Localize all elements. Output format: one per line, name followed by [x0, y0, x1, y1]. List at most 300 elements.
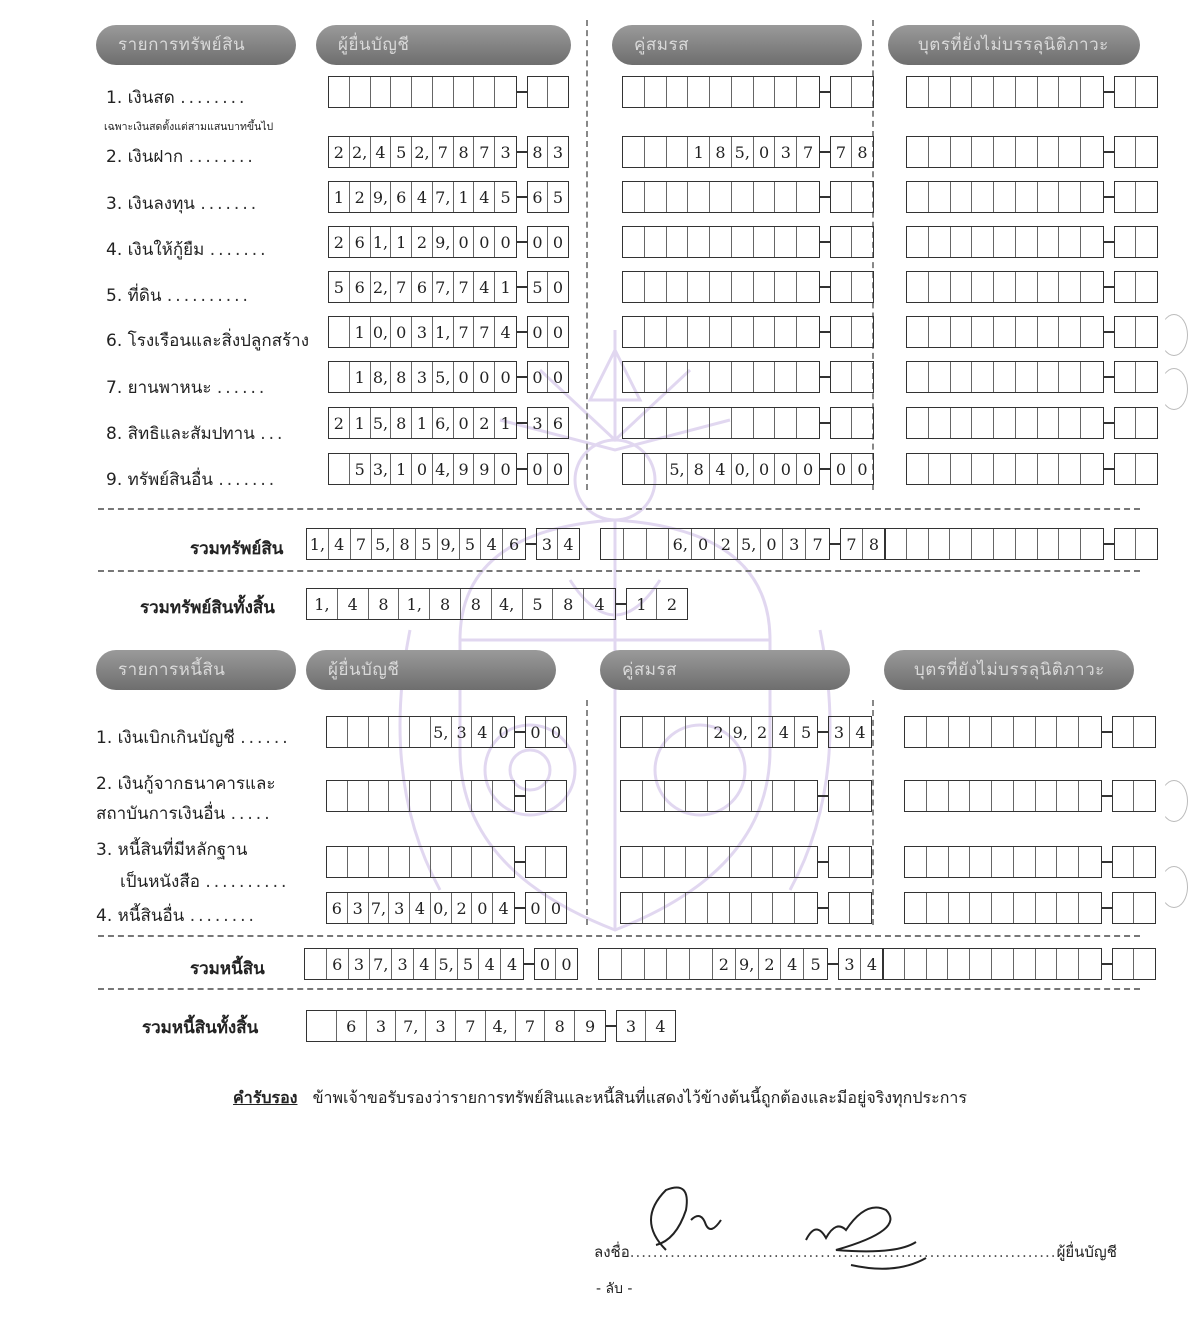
digit-cell [645, 227, 667, 257]
decimal-cell [852, 317, 873, 347]
decimal-cell [850, 781, 871, 811]
digit-cell: 5 [801, 722, 812, 742]
decimal-separator [1102, 731, 1112, 733]
decimal-separator [1104, 286, 1114, 288]
digit-cell [369, 847, 390, 877]
decimal-cell: 0 [552, 367, 564, 387]
section-divider [98, 935, 1140, 937]
digit-cell [972, 182, 994, 212]
decimal-cell: 4 [655, 1016, 666, 1036]
decimal-cell [1136, 454, 1157, 484]
decimal-cell [1136, 317, 1157, 347]
decimal-cell: 0 [552, 277, 564, 297]
digit-cell: 0 [454, 362, 475, 392]
decimal-separator [517, 91, 527, 93]
digit-cell [1081, 408, 1103, 438]
digit-cell: 0 [454, 408, 475, 438]
digit-cell [454, 77, 475, 107]
decimal-cell [831, 408, 852, 438]
digit-cell: 4 [773, 717, 795, 747]
decimal-cell [1136, 408, 1157, 438]
decimal-cell [1115, 272, 1136, 302]
digit-cell [686, 717, 708, 747]
decimal-cell [546, 781, 566, 811]
digit-cell [949, 781, 971, 811]
digit-cell [1038, 182, 1060, 212]
digit-cell [730, 781, 752, 811]
binder-hole-icon [1160, 368, 1188, 410]
digit-cell [752, 781, 774, 811]
digit-cell: 7 [474, 317, 495, 347]
decimal-cell: 7 [841, 529, 863, 559]
digit-cell: 5 [523, 589, 554, 619]
digit-cell: 4 [781, 949, 804, 979]
digit-cell [949, 717, 971, 747]
decimal-separator [517, 286, 527, 288]
digit-cell [645, 77, 667, 107]
decimal-cell [1115, 77, 1136, 107]
digit-cell: 0 [500, 367, 511, 387]
digit-cell [732, 77, 754, 107]
digit-cell [667, 949, 690, 979]
digit-cell [951, 137, 973, 167]
digit-cell: 2 [452, 893, 473, 923]
digit-cell: 8 [430, 589, 461, 619]
digit-cell [949, 893, 971, 923]
decimal-cell: 1 [627, 589, 657, 619]
digit-cell [495, 77, 516, 107]
digit-cell [1057, 781, 1079, 811]
decimal-cell [526, 847, 546, 877]
digit-cell [369, 781, 390, 811]
digit-cell [410, 781, 431, 811]
digit-cell [1036, 949, 1058, 979]
digit-cell [994, 408, 1016, 438]
signature-line: ลงชื่อ..........................................................................ผู้ยื่นบัญชี [594, 1243, 1117, 1261]
decimal-cell [1113, 847, 1134, 877]
digit-cell [643, 781, 665, 811]
digit-cell [643, 847, 665, 877]
digit-cell [710, 227, 732, 257]
digit-cell [1081, 272, 1103, 302]
decimal-cell [831, 182, 852, 212]
digit-cell [970, 717, 992, 747]
digit-cell [1059, 408, 1081, 438]
digit-cell [797, 77, 819, 107]
digit-cell: 0 [761, 529, 784, 559]
digit-cell [775, 77, 797, 107]
liability-row-label: 4. หนี้สินอื่น ........ [96, 906, 257, 926]
decimal-separator [820, 468, 830, 470]
digit-cell [1081, 454, 1103, 484]
digit-cell: 1 [391, 454, 412, 484]
section-divider [98, 508, 1140, 510]
digit-cell [1016, 182, 1038, 212]
digit-cell [621, 781, 643, 811]
decimal-cell [526, 781, 546, 811]
digit-cell [907, 317, 929, 347]
decimal-separator [820, 241, 830, 243]
digit-cell [773, 847, 795, 877]
digit-cell: 8 [688, 454, 710, 484]
digit-cell: 0 [474, 362, 495, 392]
digit-cell [1081, 317, 1103, 347]
digit-cell [329, 454, 350, 484]
digit-cell: 5, [667, 454, 689, 484]
decimal-cell [831, 227, 852, 257]
digit-cell: 7, [396, 1011, 426, 1041]
digit-cell: 2 [708, 717, 730, 747]
digit-cell: 0 [474, 227, 495, 257]
column-divider [586, 700, 588, 925]
digit-cell [645, 182, 667, 212]
digit-cell [688, 272, 710, 302]
decimal-cell: 0 [528, 317, 548, 347]
asset-row-label: 1. เงินสด ........ [106, 88, 248, 108]
decimal-cell: 0 [561, 954, 572, 974]
digit-cell [732, 408, 754, 438]
digit-cell [645, 362, 667, 392]
digit-cell: 9, [438, 529, 460, 559]
decimal-separator [515, 861, 525, 863]
digit-cell: 1, [307, 529, 329, 559]
digit-cell: 3 [349, 949, 371, 979]
digit-cell [929, 317, 951, 347]
digit-cell [389, 847, 410, 877]
digit-cell: 0 [754, 454, 776, 484]
digit-cell [929, 529, 951, 559]
digit-cell [350, 77, 371, 107]
decimal-cell [1134, 717, 1155, 747]
decimal-cell: 0 [528, 227, 548, 257]
digit-cell: 4 [329, 529, 351, 559]
digit-cell [1059, 272, 1081, 302]
digit-cell [929, 362, 951, 392]
decimal-separator [830, 543, 840, 545]
spouse-header: คู่สมรส [612, 25, 862, 65]
digit-cell [752, 893, 774, 923]
digit-cell: 5 [350, 454, 371, 484]
digit-cell: 7 [803, 142, 814, 162]
digit-cell: 0 [454, 227, 475, 257]
decimal-cell: 0 [526, 893, 546, 923]
decimal-cell: 2 [666, 594, 678, 614]
digit-cell [972, 227, 994, 257]
digit-cell [686, 781, 708, 811]
digit-cell [1057, 847, 1079, 877]
digit-cell [905, 717, 927, 747]
digit-cell [1079, 847, 1101, 877]
digit-cell [951, 77, 973, 107]
digit-cell: 1 [412, 408, 433, 438]
digit-cell [329, 362, 350, 392]
digit-cell [1059, 182, 1081, 212]
digit-cell [730, 847, 752, 877]
decimal-cell [852, 77, 873, 107]
digit-cell [775, 317, 797, 347]
signature-icon [636, 1180, 936, 1280]
digit-cell [929, 182, 951, 212]
digit-cell [775, 182, 797, 212]
digit-cell: 9, [730, 717, 752, 747]
digit-cell [621, 717, 643, 747]
digit-cell: 3 [500, 142, 511, 162]
digit-cell [970, 781, 992, 811]
digit-cell [1038, 408, 1060, 438]
decimal-cell [831, 317, 852, 347]
decimal-separator [1104, 543, 1114, 545]
digit-cell [708, 781, 730, 811]
decimal-cell [1115, 317, 1136, 347]
digit-cell [994, 317, 1016, 347]
digit-cell [1014, 847, 1036, 877]
digit-cell: 1 [500, 413, 511, 433]
digit-cell [927, 717, 949, 747]
digit-cell [433, 77, 454, 107]
decimal-cell [1113, 717, 1134, 747]
decimal-separator [1104, 241, 1114, 243]
digit-cell [305, 949, 327, 979]
digit-cell [905, 847, 927, 877]
decimal-cell [548, 77, 568, 107]
digit-cell [327, 847, 348, 877]
digit-cell: 6 [337, 1011, 367, 1041]
digit-cell: 7 [454, 317, 475, 347]
decimal-cell: 6 [552, 413, 564, 433]
decimal-separator [1102, 861, 1112, 863]
decimal-cell: 0 [857, 459, 868, 479]
liability-row-label-cont: สถาบันการเงินอื่น ..... [96, 804, 273, 824]
digit-cell [667, 317, 689, 347]
decimal-separator [1104, 376, 1114, 378]
decimal-cell [1136, 362, 1157, 392]
digit-cell: 2 [759, 949, 782, 979]
digit-cell: 4, [486, 1011, 516, 1041]
decimal-cell: 0 [526, 717, 546, 747]
decimal-cell [1115, 454, 1136, 484]
digit-cell [624, 529, 647, 559]
decimal-cell [852, 362, 873, 392]
digit-cell: 3 [389, 893, 410, 923]
decimal-cell: 0 [550, 898, 562, 918]
liability-row-label: 2. เงินกู้จากธนาคารและ [96, 774, 276, 794]
digit-cell [1014, 949, 1036, 979]
digit-cell: 0 [500, 459, 511, 479]
digit-cell [348, 847, 369, 877]
decimal-cell [1134, 781, 1155, 811]
digit-cell: 5, [433, 362, 454, 392]
digit-cell [1016, 454, 1038, 484]
digit-cell: 5 [460, 529, 482, 559]
digit-cell: 5, [732, 137, 754, 167]
digit-cell [599, 949, 622, 979]
digit-cell [623, 272, 645, 302]
digit-cell [623, 227, 645, 257]
digit-cell: 7 [391, 272, 412, 302]
digit-cell [1059, 529, 1081, 559]
digit-cell [883, 949, 905, 979]
digit-cell [645, 949, 668, 979]
digit-cell [1059, 454, 1081, 484]
decimal-separator [1104, 91, 1114, 93]
digit-cell: 1 [350, 408, 371, 438]
digit-cell [951, 182, 973, 212]
digit-cell [1057, 717, 1079, 747]
decimal-cell [1134, 949, 1155, 979]
digit-cell [1059, 227, 1081, 257]
decimal-cell [1136, 227, 1157, 257]
decimal-cell [1134, 847, 1155, 877]
digit-cell [951, 227, 973, 257]
digit-cell: 3 [426, 1011, 456, 1041]
digit-cell: 2 [713, 949, 736, 979]
digit-cell [1038, 77, 1060, 107]
asset-row-label: 5. ที่ดิน .......... [106, 286, 251, 306]
digit-cell [992, 893, 1014, 923]
digit-cell [1059, 137, 1081, 167]
digit-cell: 5, [372, 529, 394, 559]
digit-cell: 1 [688, 137, 710, 167]
digit-cell: 2, [412, 137, 433, 167]
digit-cell [665, 717, 687, 747]
decimal-cell: 3 [552, 142, 564, 162]
digit-cell [972, 137, 994, 167]
decimal-cell: 0 [552, 322, 564, 342]
digit-cell [972, 77, 994, 107]
digit-cell [994, 227, 1016, 257]
decimal-cell [528, 77, 548, 107]
digit-cell [885, 529, 907, 559]
spouse-header: คู่สมรส [600, 650, 850, 690]
digit-cell [667, 272, 689, 302]
decimal-cell [1115, 182, 1136, 212]
decimal-cell: 3 [537, 529, 558, 559]
digit-cell: 0, [431, 893, 452, 923]
digit-cell [1079, 781, 1101, 811]
digit-cell: 6 [350, 272, 371, 302]
digit-cell: 1 [350, 362, 371, 392]
digit-cell [907, 77, 929, 107]
digit-cell: 0 [775, 454, 797, 484]
decimal-cell [546, 847, 566, 877]
digit-cell [730, 893, 752, 923]
decimal-separator [526, 543, 536, 545]
digit-cell [1014, 717, 1036, 747]
digit-cell [732, 362, 754, 392]
digit-cell [1016, 272, 1038, 302]
digit-cell: 7, [370, 949, 392, 979]
digit-cell [773, 893, 795, 923]
asset-list-header: รายการทรัพย์สิน [96, 25, 296, 65]
digit-cell [972, 454, 994, 484]
asset-row-label: 3. เงินลงทุน ....... [106, 194, 260, 214]
digit-cell [754, 272, 776, 302]
digit-cell [1038, 529, 1060, 559]
digit-cell [472, 781, 493, 811]
digit-cell [1016, 137, 1038, 167]
digit-cell [905, 949, 927, 979]
digit-cell [795, 847, 817, 877]
digit-cell: 8, [371, 362, 392, 392]
digit-cell [994, 529, 1016, 559]
digit-cell [391, 77, 412, 107]
digit-cell [688, 182, 710, 212]
digit-cell [797, 182, 819, 212]
decimal-cell [1136, 137, 1157, 167]
digit-cell: 3 [783, 529, 806, 559]
asset-row-label: 7. ยานพาหนะ ...... [106, 378, 268, 398]
digit-cell: 2 [715, 529, 738, 559]
digit-cell [1081, 182, 1103, 212]
digit-cell [710, 408, 732, 438]
digit-cell [907, 408, 929, 438]
digit-cell [797, 227, 819, 257]
digit-cell [623, 454, 645, 484]
digit-cell [710, 362, 732, 392]
digit-cell [1038, 317, 1060, 347]
digit-cell [754, 227, 776, 257]
digit-cell [667, 137, 689, 167]
digit-cell: 0 [692, 529, 715, 559]
digit-cell [452, 781, 473, 811]
decimal-separator [820, 91, 830, 93]
digit-cell: 8 [391, 408, 412, 438]
digit-cell [645, 408, 667, 438]
decimal-separator [818, 907, 828, 909]
digit-cell [972, 317, 994, 347]
digit-cell: 4 [481, 529, 503, 559]
decimal-cell [1115, 408, 1136, 438]
digit-cell [951, 272, 973, 302]
digit-cell [732, 317, 754, 347]
decimal-separator [517, 196, 527, 198]
confidential-note: - ลับ - [596, 1281, 633, 1297]
digit-cell: 7 [351, 529, 373, 559]
digit-cell: 5, [431, 717, 452, 747]
decimal-cell [852, 272, 873, 302]
decimal-cell [850, 893, 871, 923]
digit-cell [907, 272, 929, 302]
decimal-cell: 3 [839, 949, 861, 979]
digit-cell [645, 272, 667, 302]
digit-cell [686, 893, 708, 923]
digit-cell [645, 137, 667, 167]
digit-cell [623, 77, 645, 107]
digit-cell [1016, 362, 1038, 392]
digit-cell [775, 362, 797, 392]
digit-cell: 0, [732, 454, 754, 484]
digit-cell: 4 [594, 594, 605, 614]
digit-cell [754, 408, 776, 438]
decimal-cell [1136, 272, 1157, 302]
digit-cell: 0 [500, 232, 511, 252]
decimal-cell [1115, 529, 1136, 559]
digit-cell [643, 717, 665, 747]
liability-total-label: รวมหนี้สิน [190, 959, 265, 979]
decimal-cell [831, 77, 852, 107]
digit-cell [1016, 408, 1038, 438]
digit-cell [929, 227, 951, 257]
digit-cell: 4 [474, 182, 495, 212]
decimal-separator [818, 731, 828, 733]
digit-cell [667, 408, 689, 438]
digit-cell [929, 137, 951, 167]
digit-cell: 0, [371, 317, 392, 347]
digit-cell [1079, 717, 1101, 747]
digit-cell: 2 [474, 408, 495, 438]
digit-cell: 4 [410, 893, 431, 923]
decimal-separator [1102, 907, 1112, 909]
